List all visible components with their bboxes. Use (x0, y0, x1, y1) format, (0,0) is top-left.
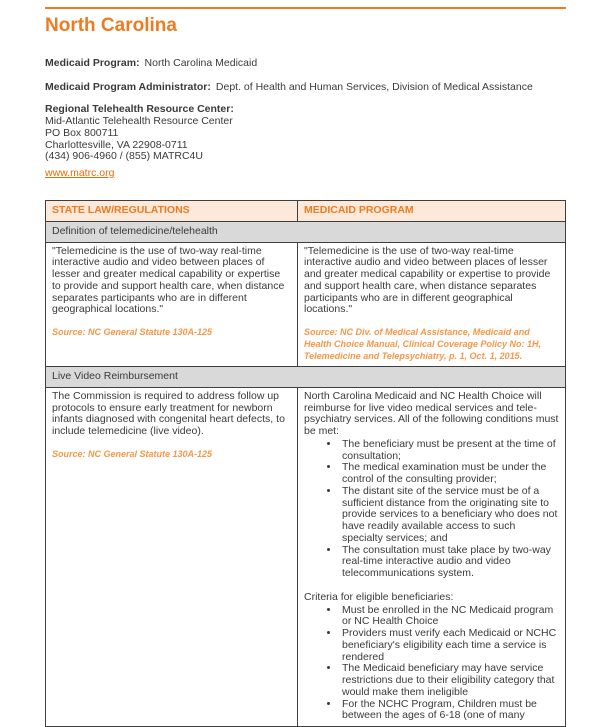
resource-center-city: Charlottesville, VA 22908-0711 (45, 138, 188, 151)
column-header-medicaid-program: MEDICAID PROGRAM (298, 201, 566, 222)
resource-center-pobox: PO Box 800711 (45, 126, 119, 139)
administrator-value: Dept. of Health and Human Services, Division of Medical Assistance (215, 80, 533, 93)
definition-state-law-source: Source: NC General Statute 130A-125 (52, 327, 213, 338)
live-video-medicaid-cell (298, 387, 566, 726)
policy-table (45, 200, 566, 727)
resource-center-name: Mid-Atlantic Telehealth Resource Center (45, 115, 233, 128)
live-video-intro: North Carolina Medicaid and NC Health Choice will reimburse for live video medical services and tele-psychiatry services. All of the following conditions must be met: (304, 389, 559, 438)
table-header-row (46, 201, 566, 222)
definition-medicaid-text: "Telemedicine is the use of two-way real-time interactive audio and video between places of lesser and greater medical capability or expertise to provide and support health care, when distance separates participants who are in different geographical locations." (304, 244, 551, 316)
table-row (46, 387, 566, 726)
column-header-state-law: STATE LAW/REGULATIONS (46, 201, 298, 222)
section-row-live-video (46, 367, 566, 388)
resource-center-label: Regional Telehealth Resource Center: (45, 103, 234, 116)
list-item: • The medical examination must be under the control of the consulting provider; (340, 462, 559, 486)
live-video-state-law-cell (46, 387, 298, 726)
top-rule-divider (45, 7, 566, 9)
list-item: • Must be enrolled in the NC Medicaid program or NC Health Choice (340, 605, 559, 629)
section-row-definition (46, 221, 566, 242)
medicaid-program-label: Medicaid Program: (45, 56, 140, 69)
live-video-state-law-text: The Commission is required to address follow up protocols to ensure early treatment for newborn infants diagnosed with congenital heart defects, to include telemedicine (live video). (52, 389, 285, 438)
list-item: • The beneficiary must be present at the time of consultation; (340, 439, 559, 463)
criteria-heading: Criteria for eligible beneficiaries: (304, 590, 454, 603)
list-item: • The Medicaid beneficiary may have service restrictions due to their eligibility category that would make them ineligible (340, 663, 559, 698)
definition-medicaid-source: Source: NC Div. of Medical Assistance, Medicaid and Health Choice Manual, Clinical Coverage Policy No: 1H, Telemedicine and Telepsychiatry, p. 1, Oct. 1, 2015. (304, 327, 542, 361)
section-title-definition: Definition of telemedicine/telehealth (46, 221, 566, 242)
medicaid-program-line (45, 58, 566, 70)
administrator-label: Medicaid Program Administrator: (45, 80, 211, 93)
resource-center-block (45, 104, 566, 181)
medicaid-program-value: North Carolina Medicaid (144, 56, 258, 69)
section-title-live-video: Live Video Reimbursement (46, 367, 566, 388)
administrator-line (45, 82, 566, 94)
list-item: • Providers must verify each Medicaid or NCHC beneficiary's eligibility each time a service is rendered (340, 628, 559, 663)
live-video-state-law-source: Source: NC General Statute 130A-125 (52, 448, 213, 459)
list-item: • The consultation must take place by two-way real-time interactive audio and video telecommunications system. (340, 545, 559, 580)
table-row (46, 242, 566, 367)
conditions-list (304, 439, 559, 580)
list-item: • The distant site of the service must be of a sufficient distance from the originating site to provide services to a beneficiary who does not have readily available access to such specialty services; and (340, 486, 559, 545)
matrc-website-link[interactable]: www.matrc.org (45, 167, 115, 180)
list-item: • For the NCHC Program, Children must be between the ages of 6-18 (one of many (340, 699, 559, 723)
definition-state-law-text: "Telemedicine is the use of two-way real-time interactive audio and video between places of lesser and greater medical capability or expertise to provide and support health care, when distance separates participants who are in different geographical locations." (52, 244, 285, 316)
resource-center-phone: (434) 906-4960 / (855) MATRC4U (45, 150, 203, 163)
criteria-list (304, 605, 559, 723)
page-title: North Carolina (45, 15, 177, 36)
definition-medicaid-cell (298, 242, 566, 367)
definition-state-law-cell (46, 242, 298, 367)
document-page (0, 7, 612, 727)
